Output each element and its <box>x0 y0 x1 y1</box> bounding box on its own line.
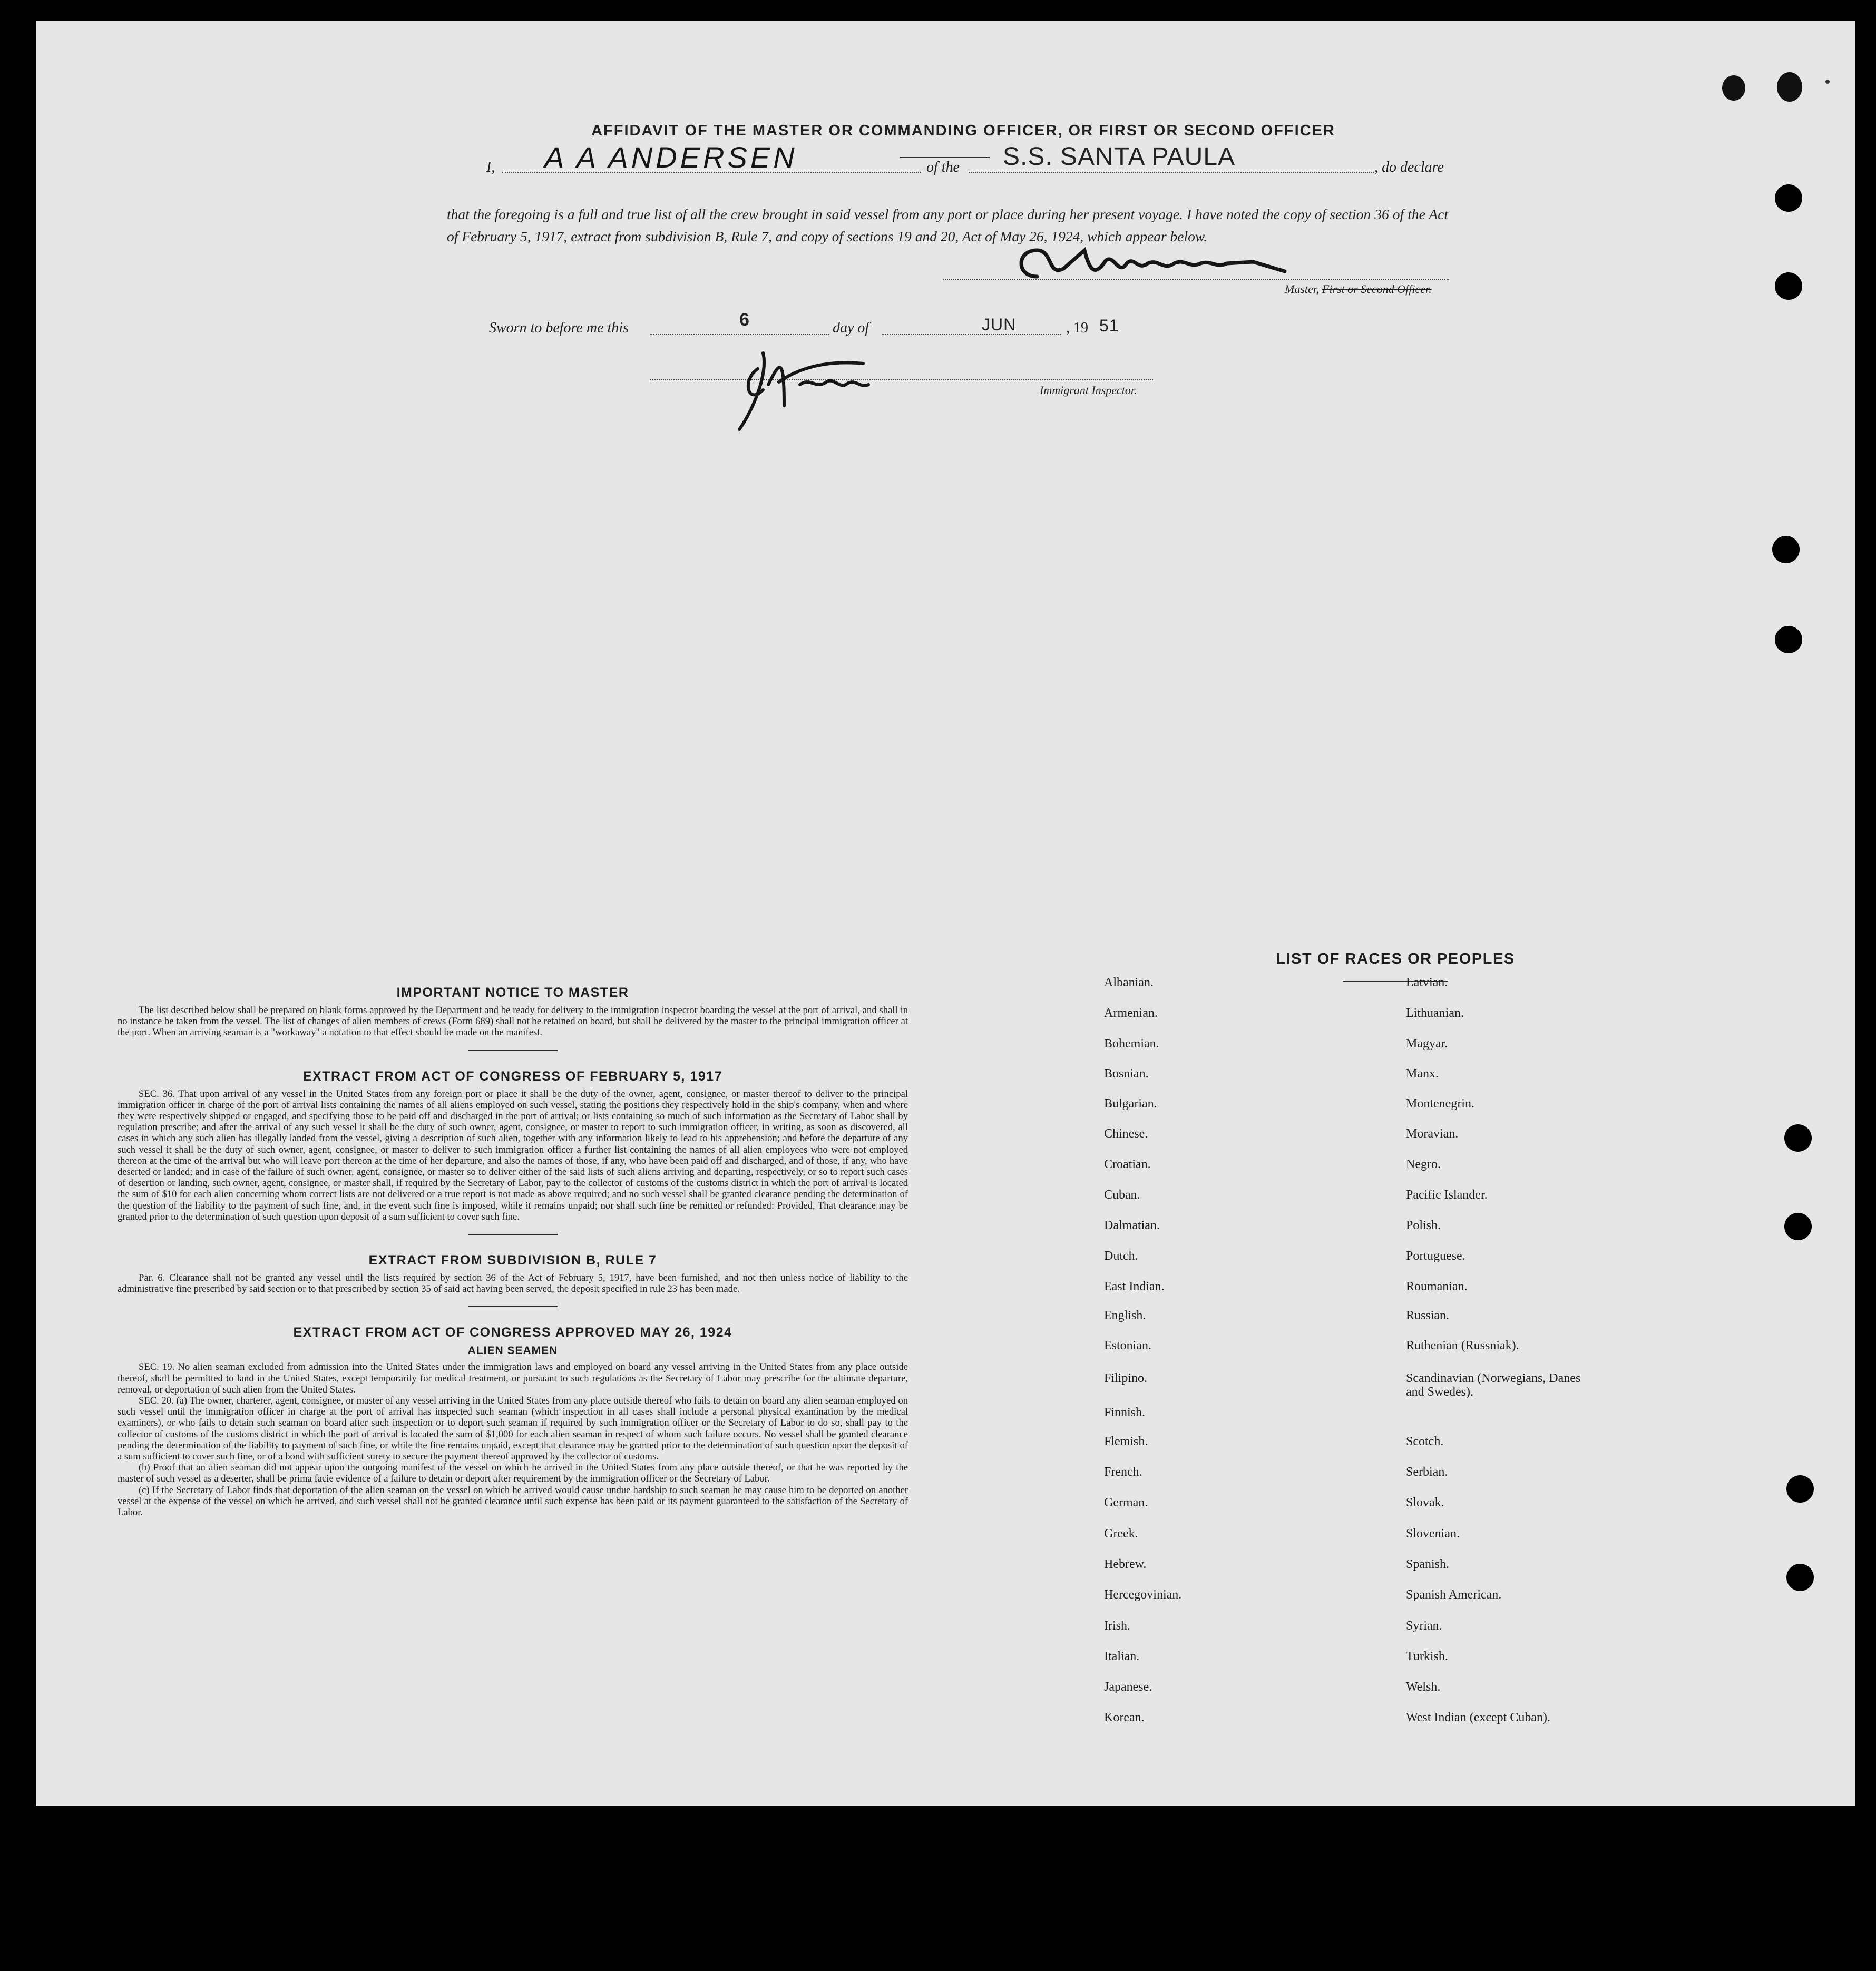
race-item: Slovak. <box>1406 1496 1444 1509</box>
extract-1924-title: EXTRACT FROM ACT OF CONGRESS APPROVED MAY 26, 1924 <box>293 1325 732 1340</box>
race-item: Chinese. <box>1104 1127 1148 1141</box>
extract-1917-title: EXTRACT FROM ACT OF CONGRESS OF FEBRUARY 5, 1917 <box>302 1068 723 1084</box>
punch-hole <box>1775 272 1802 300</box>
race-item: Scotch. <box>1406 1435 1444 1448</box>
race-item: German. <box>1104 1496 1148 1509</box>
race-item: Roumanian. <box>1406 1280 1468 1293</box>
races-title: LIST OF RACES OR PEOPLES <box>1276 950 1515 967</box>
race-item: Ruthenian (Russniak). <box>1406 1339 1519 1352</box>
sec19-text: SEC. 19. No alien seaman excluded from admission into the United States under the immigration laws and employed on board any vessel arriving in the United States from any place outside thereof, shall be permitted to land in the United States, except temporarily for medical treatment, or pursuant to such regulations as the Secretary of Labor may prescribe for the ultimate departure, removal, or deportation of such alien from the United States. <box>118 1361 908 1395</box>
race-item: Armenian. <box>1104 1006 1158 1020</box>
race-item: Polish. <box>1406 1219 1441 1232</box>
year-suffix: 51 <box>1099 316 1119 335</box>
master-name: A A ANDERSEN <box>544 141 798 174</box>
race-item: Bohemian. <box>1104 1037 1159 1051</box>
day-of-label: day of <box>833 320 869 336</box>
affidavit-title: AFFIDAVIT OF THE MASTER OR COMMANDING OFFICER, OR FIRST OR SECOND OFFICER <box>591 122 1335 139</box>
race-item: Cuban. <box>1104 1188 1140 1202</box>
notice-title: IMPORTANT NOTICE TO MASTER <box>396 985 629 1000</box>
sworn-label: Sworn to before me this <box>489 320 629 336</box>
race-item: Scandinavian (Norwegians, Danes and Swedes). <box>1406 1371 1581 1399</box>
race-item: Albanian. <box>1104 976 1154 989</box>
sec20a-text: SEC. 20. (a) The owner, charterer, agent, consignee, or master of any vessel arriving in the United States from any place outside thereof who fails to detain on board any alien seaman employed on such vessel until the immigration officer in charge at the port of arrival has inspected such seaman (which inspection in all cases shall include a personal physical examination by the medical examiners), or who fails to detain such seaman on board after such inspection or to deport such seaman if required by such immigration officer or the Secretary of Labor to do so, shall pay to the collector of customs of the customs district in which the port of arrival is located the sum of $1,000 for each alien seaman in respect of whom such failure occurs. No vessel shall be granted clearance pending the determination of the liability to payment of such fine, or while the fine remains unpaid, except that clearance may be granted prior to the determination of such question upon the deposit of a sum sufficient to cover such fine, or of a bond with sufficient surety to secure the payment thereof approved by the collector of customs. <box>118 1395 908 1463</box>
race-item: Bosnian. <box>1104 1067 1149 1081</box>
race-item: Dutch. <box>1104 1249 1138 1263</box>
inspector-signature <box>731 332 890 437</box>
race-item: Finnish. <box>1104 1406 1146 1419</box>
race-item: Syrian. <box>1406 1619 1442 1633</box>
punch-hole <box>1784 1213 1812 1240</box>
race-item: Latvian. <box>1406 976 1448 989</box>
section-separator <box>468 1306 558 1307</box>
race-item: Slovenian. <box>1406 1527 1460 1541</box>
punch-hole <box>1772 536 1800 563</box>
race-item: English. <box>1104 1309 1146 1322</box>
extract-rule7-text: Par. 6. Clearance shall not be granted any vessel until the lists required by section 36 of the Act of February 5, 1917, have been furnished, and not then unless notice of liability to the administrative fine prescribed by said section or to that prescribed by section 35 of said act having been served, the deposit specified in rule 23 has been made. <box>118 1272 908 1295</box>
punch-hole <box>1775 626 1802 653</box>
race-item: Korean. <box>1104 1711 1145 1724</box>
race-item: Montenegrin. <box>1406 1097 1474 1111</box>
corner-specks <box>1722 66 1849 119</box>
punch-hole <box>1775 184 1802 212</box>
race-item: Russian. <box>1406 1309 1450 1322</box>
punch-hole <box>1786 1564 1814 1591</box>
extract-rule7-title: EXTRACT FROM SUBDIVISION B, RULE 7 <box>368 1253 657 1268</box>
master-text: Master, <box>1285 282 1320 296</box>
year-prefix: , 19 <box>1066 320 1088 336</box>
race-item: Magyar. <box>1406 1037 1448 1051</box>
sworn-month: JUN <box>982 315 1017 334</box>
race-item: Pacific Islander. <box>1406 1188 1488 1202</box>
race-item: Portuguese. <box>1406 1249 1465 1263</box>
race-item: Japanese. <box>1104 1680 1152 1694</box>
master-signature <box>1005 240 1301 298</box>
race-item: Spanish American. <box>1406 1588 1502 1602</box>
vessel-line <box>969 172 1374 173</box>
vessel-name: S.S. SANTA PAULA <box>1003 143 1236 171</box>
race-item: Croatian. <box>1104 1158 1151 1171</box>
race-item: Greek. <box>1104 1527 1138 1541</box>
declaration-text: that the foregoing is a full and true list of all the crew brought in said vessel from any port or place during her present voyage. I have noted the copy of section 36 of the Act of February 5, 1917, extract from subdivision B, Rule 7, and copy of sections 19 and 20, Act of May 26, 1924, which appear below. <box>447 206 1448 244</box>
race-item: Irish. <box>1104 1619 1130 1633</box>
punch-hole <box>1784 1124 1812 1152</box>
race-item: East Indian. <box>1104 1280 1165 1293</box>
of-the-label: of the <box>926 159 960 175</box>
race-item: Hebrew. <box>1104 1557 1147 1571</box>
race-item: Negro. <box>1406 1158 1441 1171</box>
sworn-day: 6 <box>739 310 750 330</box>
legal-notices <box>118 985 908 1518</box>
race-item: Estonian. <box>1104 1339 1151 1352</box>
race-item: Serbian. <box>1406 1465 1448 1479</box>
race-item: Lithuanian. <box>1406 1006 1464 1020</box>
notice-text: The list described below shall be prepared on blank forms approved by the Department and be ready for delivery to the immigration inspector boarding the vessel at the port of arrival, and shall in no instance be taken from the vessel. The list of changes of alien members of crews (Form 689) shall not be retained on board, but shall be delivered by the master to the principal immigration officer at the port. When an arriving seaman is a "workaway" a notation to that effect should be made on the manifest. <box>118 1005 908 1038</box>
race-item: Flemish. <box>1104 1435 1148 1448</box>
race-item: Moravian. <box>1406 1127 1459 1141</box>
race-item: Spanish. <box>1406 1557 1450 1571</box>
sworn-month-line <box>882 334 1061 335</box>
race-item: Hercegovinian. <box>1104 1588 1182 1602</box>
punch-hole <box>1786 1475 1814 1503</box>
master-label <box>1285 282 1432 296</box>
race-item: Dalmatian. <box>1104 1219 1160 1232</box>
document-page <box>36 21 1855 1806</box>
extract-1917-text: SEC. 36. That upon arrival of any vessel in the United States from any foreign port or place it shall be the duty of the owner, agent, consignee, or master thereof to deliver to the principal immigration officer in charge of the port of arrival lists containing the names of all aliens employed on such vessel, stating the positions they respectively hold in the ship's company, when and where they were respectively shipped or engaged, and specifying those to be paid off and discharged in the port of arrival; or lists containing so much of such information as the Secretary of Labor shall by regulation prescribe; and after the arrival of any such vessel it shall be the duty of such owner, agent, consignee, or master to report to such immigration officer, in writing, as soon as discovered, all cases in which any such alien has illegally landed from the vessel, giving a description of such alien, together with any information likely to lead to his apprehension; and before the departure of any such vessel it shall be the duty of such owner, agent, consignee, or master to deliver to such immigration officer a further list containing the names of all alien employees who were not employed thereon at the time of the arrival but who will leave port thereon at the time of her departure, and also the names of those, if any, who have been paid off and discharged, and of those, if any, who have deserted or landed; and in case of the failure of such owner, agent, consignee, or master so to deliver either of the said lists of such aliens arriving and departing, respectively, or so to report such cases of desertion or landing, such owner, agent, consignee, or master shall, if required by the Secretary of Labor, pay to the collector of customs of the customs district in which the port of arrival is located the sum of $10 for each alien concerning whom correct lists are not delivered or a true report is not made as above required; and no such vessel shall be granted clearance pending the determination of the question of the liability to the payment of such fine, and, in the event such fine is imposed, while it remains unpaid; nor shall such fine be remitted or refunded: Provided, That clearance may be granted prior to the determination of such question upon deposit of a sum sufficient to cover such fine. <box>118 1088 908 1222</box>
sec20b-text: (b) Proof that an alien seaman did not appear upon the outgoing manifest of the vessel on which he arrived in the United States from any place outside thereof, or that he was reported by the master of such vessel as a deserter, shall be prima facie evidence of a failure to detain or deport after requirement by the immigration officer or the Secretary of Labor. <box>118 1462 908 1485</box>
inspector-signature-line <box>650 379 1153 380</box>
do-declare-label: , do declare <box>1374 159 1444 175</box>
race-item: Bulgarian. <box>1104 1097 1157 1111</box>
section-separator <box>468 1234 558 1235</box>
race-item: Welsh. <box>1406 1680 1441 1694</box>
race-item: French. <box>1104 1465 1142 1479</box>
race-item: Manx. <box>1406 1067 1439 1081</box>
extract-1924-subtitle: ALIEN SEAMEN <box>467 1345 558 1357</box>
race-item: Italian. <box>1104 1650 1140 1663</box>
title-rule <box>900 157 990 158</box>
i-label: I, <box>486 159 495 175</box>
inspector-label: Immigrant Inspector. <box>1040 384 1137 397</box>
race-item: Turkish. <box>1406 1650 1448 1663</box>
sec20c-text: (c) If the Secretary of Labor finds that deportation of the alien seaman on the vessel on which he arrived would cause undue hardship to such seaman he may cause him to be deported on another vessel at the expense of the vessel on which he arrived, and such vessel shall not be granted clearance until such expense has been paid or its payment guaranteed to the satisfaction of the Secretary of Labor. <box>118 1484 908 1518</box>
race-item: West Indian (except Cuban). <box>1406 1711 1550 1724</box>
race-item: Filipino. <box>1104 1371 1148 1385</box>
struck-officer-text: First or Second Officer. <box>1322 282 1432 296</box>
section-separator <box>468 1050 558 1051</box>
